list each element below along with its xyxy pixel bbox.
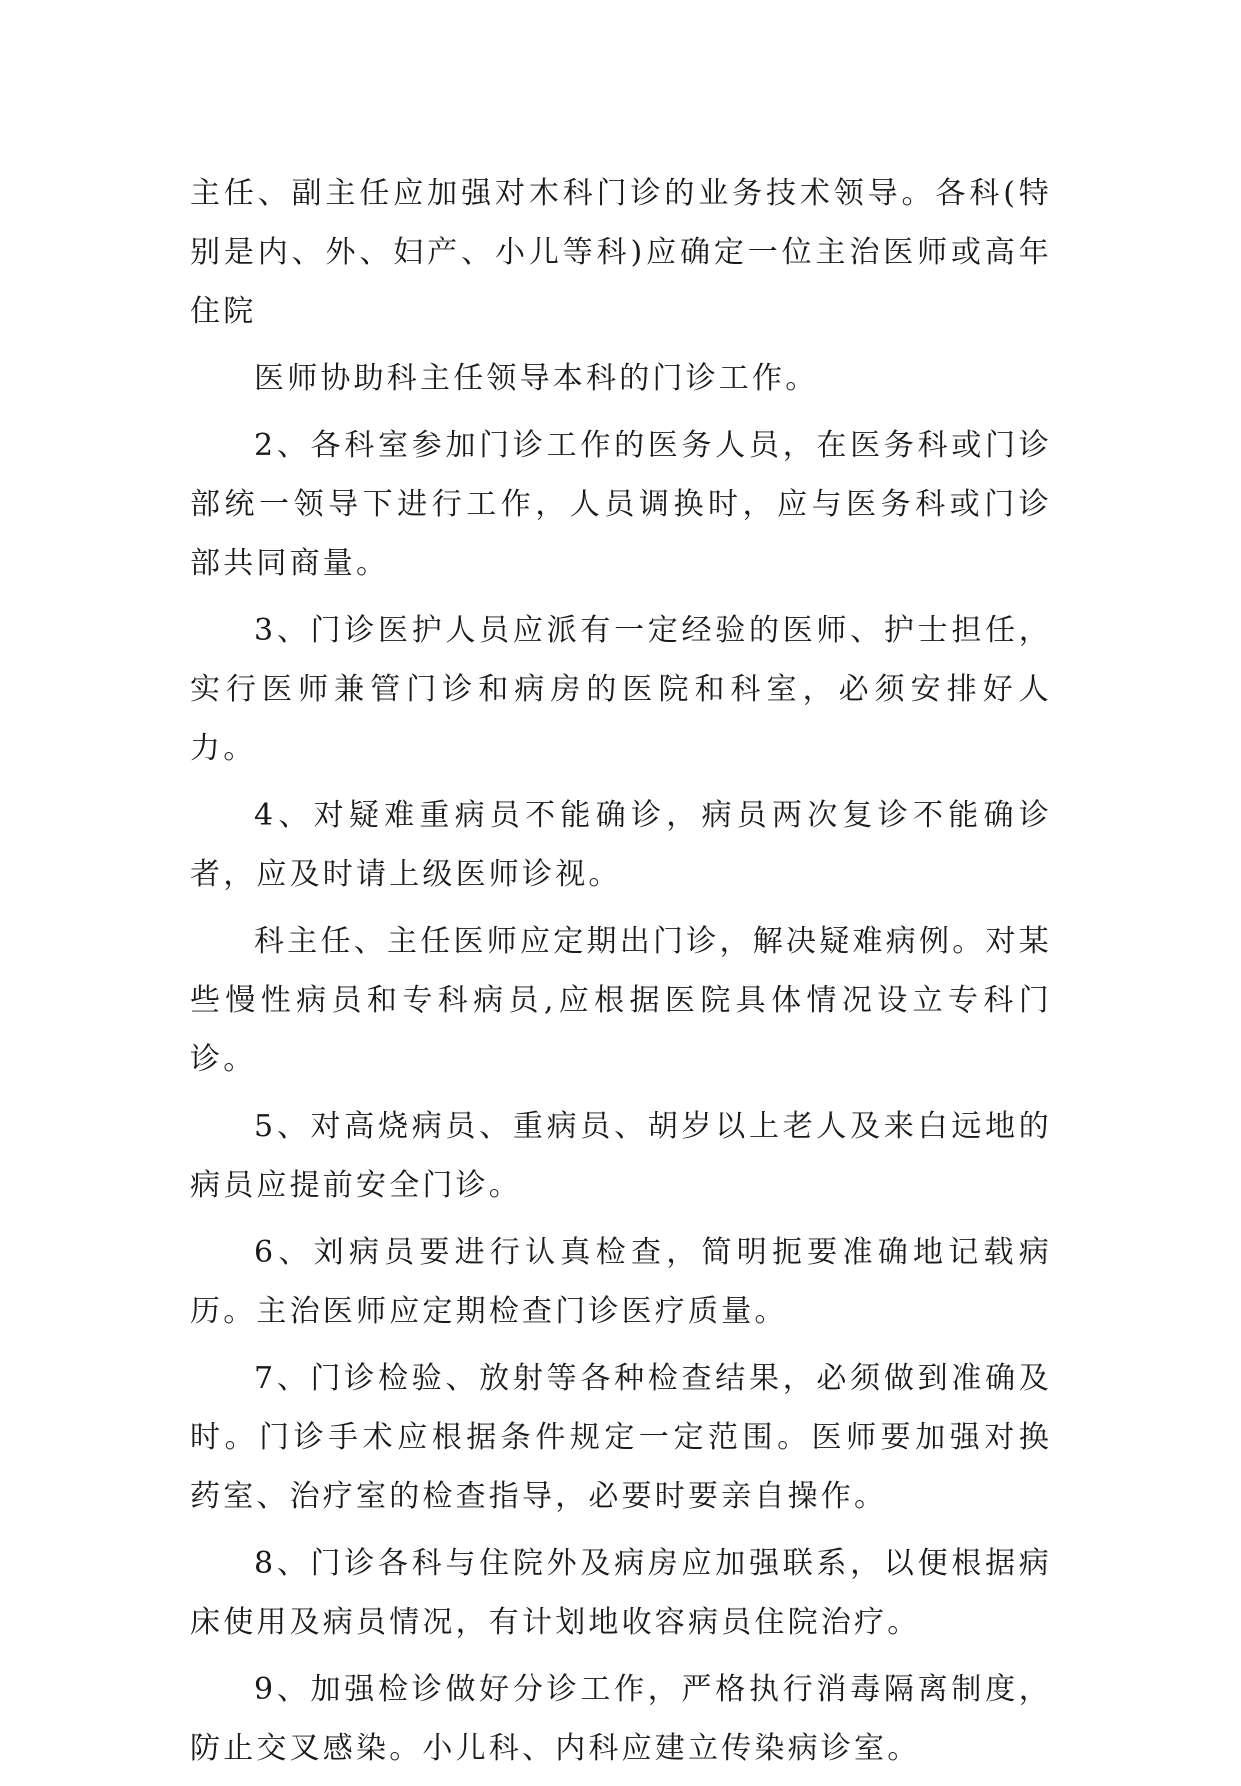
paragraph: 科主任、主任医师应定期出门诊，解决疑难病例。对某些慢性病员和专科病员,应根据医院具体情况设立专科门诊。	[190, 924, 1052, 1077]
document-body	[190, 164, 1052, 1786]
paragraph: 7、门诊检验、放射等各种检查结果，必须做到准确及时。门诊手术应根据条件规定一定范围。医师要加强对换药室、治疗室的检查指导，必要时要亲自操作。	[190, 1361, 1052, 1514]
paragraph: 2、各科室参加门诊工作的医务人员，在医务科或门诊部统一领导下进行工作，人员调换时，应与医务科或门诊部共同商量。	[190, 428, 1052, 581]
paragraph: 6、刘病员要进行认真检查，简明扼要准确地记载病历。主治医师应定期检查门诊医疗质量。	[190, 1235, 1052, 1329]
paragraph: 5、对高烧病员、重病员、胡岁以上老人及来白远地的病员应提前安全门诊。	[190, 1109, 1052, 1203]
paragraph: 8、门诊各科与住院外及病房应加强联系，以便根据病床使用及病员情况，有计划地收容病员住院治疗。	[190, 1546, 1052, 1640]
paragraph: 4、对疑难重病员不能确诊，病员两次复诊不能确诊者，应及时请上级医师诊视。	[190, 798, 1052, 892]
paragraph: 医师协助科主任领导本科的门诊工作。	[254, 361, 819, 396]
paragraph: 9、加强检诊做好分诊工作，严格执行消毒隔离制度，防止交叉感染。小儿科、内科应建立传染病诊室。	[190, 1672, 1052, 1766]
paragraph: 主任、副主任应加强对木科门诊的业务技术领导。各科(特别是内、外、妇产、小儿等科)应确定一位主治医师或高年住院	[190, 176, 1052, 329]
paragraph: 3、门诊医护人员应派有一定经验的医师、护士担任，实行医师兼管门诊和病房的医院和科室，必须安排好人力。	[190, 613, 1052, 766]
